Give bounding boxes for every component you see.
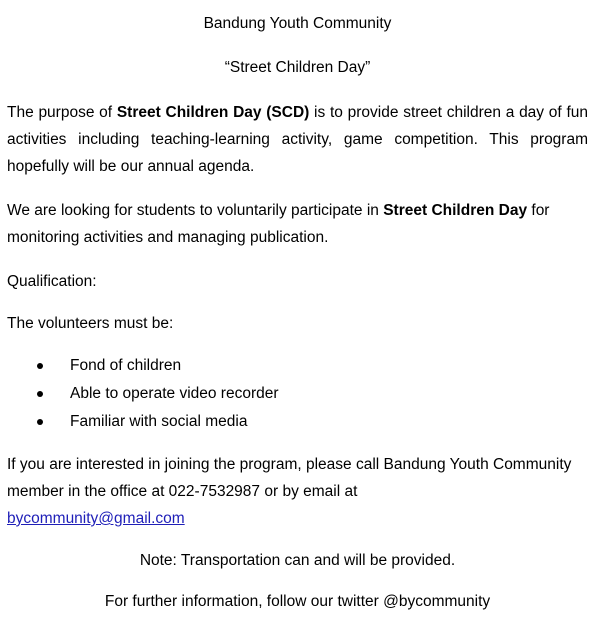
list-item (7, 380, 588, 408)
organization-name: Bandung Youth Community (203, 15, 392, 32)
recruit-text-end: for monitoring activities and managing publication. (7, 202, 550, 246)
bullet-icon (37, 391, 43, 397)
purpose-event-name: Street Children Day (SCD) (116, 104, 310, 121)
qualification-list (7, 352, 588, 436)
list-item (7, 408, 588, 436)
bullet-icon (37, 419, 43, 425)
list-item (7, 352, 588, 380)
list-item-label: Familiar with social media (70, 413, 248, 430)
purpose-text-end: is to provide street children a day of fun activities including teaching-learning activity, game competition. This program hopefully will be our annual agenda. (7, 104, 588, 175)
event-title: “Street Children Day” (224, 59, 371, 76)
qualification-label: Qualification: (7, 273, 97, 290)
volunteers-intro: The volunteers must be: (7, 315, 174, 332)
list-item-label: Able to operate video recorder (70, 385, 279, 402)
list-item-label: Fond of children (70, 357, 182, 374)
email-link[interactable]: bycommunity@gmail.com (7, 510, 185, 527)
purpose-text-start: The purpose of (7, 104, 117, 121)
bullet-icon (37, 363, 43, 369)
recruit-text-start: We are looking for students to voluntarily participate in (7, 202, 384, 219)
recruit-paragraph (7, 197, 588, 251)
transport-note: Note: Transportation can and will be provided. (139, 552, 456, 569)
purpose-paragraph (7, 99, 588, 180)
recruit-event-name: Street Children Day (383, 202, 528, 219)
footer-twitter-info: For further information, follow our twitter @bycommunity (104, 593, 491, 610)
contact-paragraph (7, 451, 588, 532)
contact-text: If you are interested in joining the program, please call Bandung Youth Community member in the office at 022-7532987 or by email at (7, 456, 572, 500)
